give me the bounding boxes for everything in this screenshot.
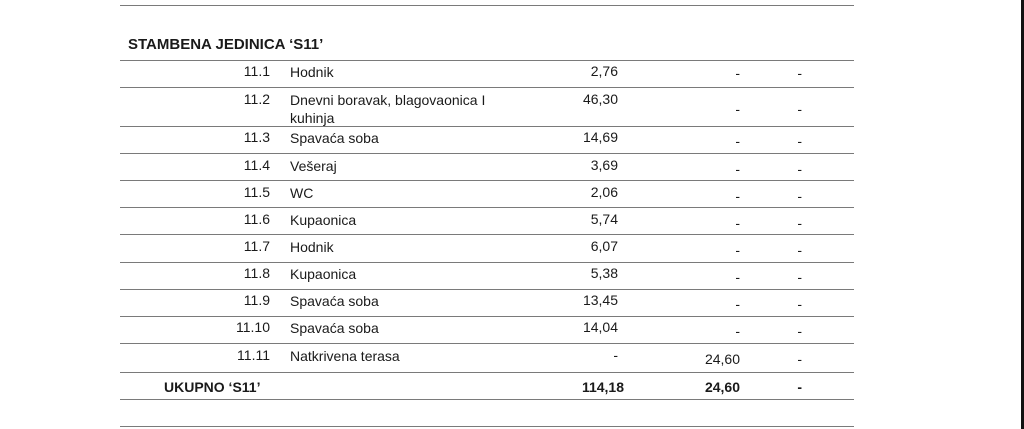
bottom-divider <box>120 426 854 427</box>
room-number: 11.3 <box>243 129 270 145</box>
room-number: 11.11 <box>237 347 270 363</box>
row-divider <box>120 234 854 235</box>
row-divider <box>120 316 854 317</box>
room-name: WC <box>290 185 314 201</box>
room-area: 2,06 <box>590 184 618 200</box>
terrace-area: - <box>735 215 740 231</box>
row-divider <box>120 180 854 181</box>
terrace-area: - <box>735 65 740 81</box>
room-area: 46,30 <box>582 91 618 107</box>
terrace-area: - <box>735 242 740 258</box>
room-number: 11.6 <box>243 211 270 227</box>
section-title: STAMBENA JEDINICA ‘S11’ <box>128 36 324 53</box>
other-area: - <box>797 188 802 204</box>
room-name: Kupaonica <box>290 266 357 282</box>
room-number: 11.9 <box>243 292 270 308</box>
room-area: 3,69 <box>590 157 618 173</box>
room-area: 13,45 <box>582 292 618 308</box>
room-name: Spavaća soba <box>290 130 379 146</box>
room-area: - <box>613 347 618 363</box>
total-area: 114,18 <box>581 379 624 395</box>
room-number: 11.4 <box>243 157 270 173</box>
terrace-area: - <box>735 269 740 285</box>
other-area: - <box>797 242 802 258</box>
room-number: 11.5 <box>243 184 270 200</box>
other-area: - <box>797 269 802 285</box>
other-area: - <box>797 65 802 81</box>
row-divider <box>120 289 854 290</box>
row-divider <box>120 153 854 154</box>
room-number: 11.8 <box>243 265 270 281</box>
other-area: - <box>797 215 802 231</box>
row-divider <box>120 372 854 373</box>
room-name: Spavaća soba <box>290 293 379 309</box>
room-name: Kupaonica <box>290 212 357 228</box>
total-label: UKUPNO ‘S11’ <box>164 379 261 395</box>
other-area: - <box>797 351 802 367</box>
terrace-area: - <box>735 296 740 312</box>
terrace-area: 24,60 <box>704 351 740 367</box>
room-number: 11.10 <box>236 319 270 335</box>
room-name: Spavaća soba <box>290 320 379 336</box>
row-divider <box>120 207 854 208</box>
total-terrace: 24,60 <box>704 379 740 395</box>
other-area: - <box>797 161 802 177</box>
room-name: Hodnik <box>290 64 334 80</box>
room-number: 11.2 <box>243 91 270 107</box>
terrace-area: - <box>735 101 740 117</box>
room-area: 2,76 <box>590 63 618 79</box>
room-area: 14,69 <box>582 129 618 145</box>
terrace-area: - <box>735 188 740 204</box>
room-name: Natkrivena terasa <box>290 348 400 364</box>
other-area: - <box>797 101 802 117</box>
room-area: 14,04 <box>582 319 618 335</box>
room-name: Dnevni boravak, blagovaonica I kuhinja <box>290 92 486 126</box>
row-divider <box>120 343 854 344</box>
room-area: 5,74 <box>590 211 618 227</box>
room-name: Vešeraj <box>290 158 337 174</box>
room-number: 11.1 <box>243 63 270 79</box>
row-divider <box>120 262 854 263</box>
row-divider <box>120 399 854 400</box>
row-divider <box>120 60 854 61</box>
terrace-area: - <box>735 323 740 339</box>
row-divider <box>120 126 854 127</box>
room-area: 6,07 <box>590 238 618 254</box>
total-other: - <box>797 379 802 395</box>
terrace-area: - <box>735 133 740 149</box>
room-name: Hodnik <box>290 239 334 255</box>
other-area: - <box>797 296 802 312</box>
room-number: 11.7 <box>243 238 270 254</box>
other-area: - <box>797 323 802 339</box>
top-divider <box>120 5 854 6</box>
other-area: - <box>797 133 802 149</box>
row-divider <box>120 87 854 88</box>
room-area: 5,38 <box>590 265 618 281</box>
terrace-area: - <box>735 161 740 177</box>
